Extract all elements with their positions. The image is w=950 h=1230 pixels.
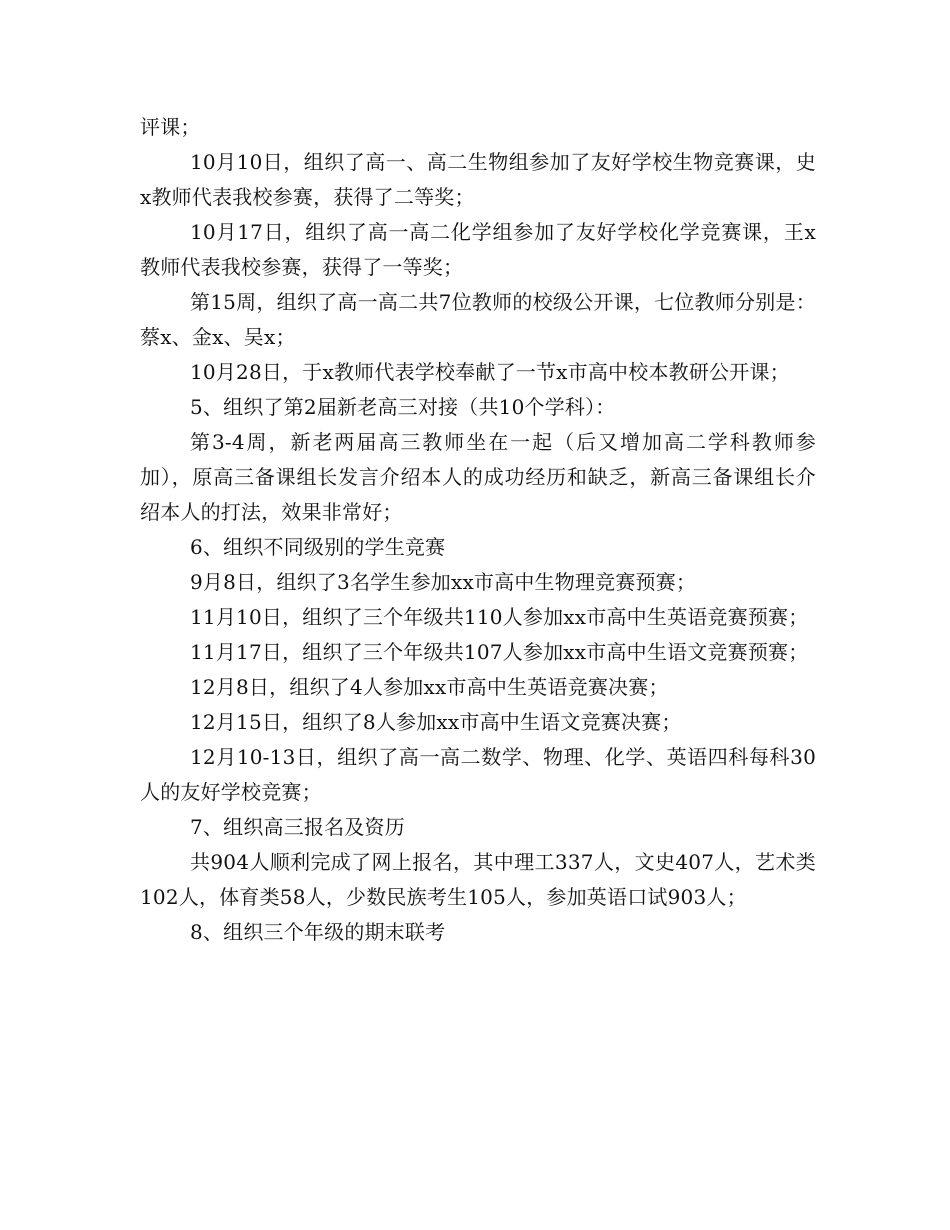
document-body	[140, 110, 816, 950]
paragraph-1: 评课；	[140, 115, 201, 139]
paragraph-16: 共904人顺利完成了网上报名，其中理工337人，文史407人，艺术类102人，体育类58人，少数民族考生105人，参加英语口试903人；	[140, 850, 816, 909]
paragraph-14: 12月10-13日，组织了高一高二数学、物理、化学、英语四科每科30人的友好学校竞赛；	[140, 745, 816, 804]
paragraph-3: 10月17日，组织了高一高二化学组参加了友好学校化学竞赛课，王x教师代表我校参赛，获得了一等奖；	[140, 220, 816, 279]
section-heading-7: 7、组织高三报名及资历	[190, 815, 405, 839]
paragraph-12: 12月8日，组织了4人参加xx市高中生英语竞赛决赛；	[190, 675, 669, 699]
section-heading-6: 6、组织不同级别的学生竞赛	[190, 535, 446, 559]
paragraph-10: 11月10日，组织了三个年级共110人参加xx市高中生英语竞赛预赛；	[190, 605, 809, 629]
section-heading-5: 5、组织了第2届新老高三对接（共10个学科）：	[190, 395, 616, 419]
paragraph-5: 10月28日，于x教师代表学校奉献了一节x市高中校本教研公开课；	[190, 360, 790, 384]
section-heading-8: 8、组织三个年级的期末联考	[190, 920, 446, 944]
paragraph-7: 第3-4周，新老两届高三教师坐在一起（后又增加高二学科教师参加），原高三备课组长发言介绍本人的成功经历和缺乏，新高三备课组长介绍本人的打法，效果非常好；	[140, 430, 816, 524]
paragraph-4: 第15周，组织了高一高二共7位教师的校级公开课，七位教师分别是：蔡x、金x、吴x；	[140, 290, 816, 349]
paragraph-13: 12月15日，组织了8人参加xx市高中生语文竞赛决赛；	[190, 710, 682, 734]
paragraph-11: 11月17日，组织了三个年级共107人参加xx市高中生语文竞赛预赛；	[190, 640, 809, 664]
paragraph-2: 10月10日，组织了高一、高二生物组参加了友好学校生物竞赛课，史x教师代表我校参赛，获得了二等奖；	[140, 150, 816, 209]
paragraph-9: 9月8日，组织了3名学生参加xx市高中生物理竞赛预赛；	[190, 570, 697, 594]
